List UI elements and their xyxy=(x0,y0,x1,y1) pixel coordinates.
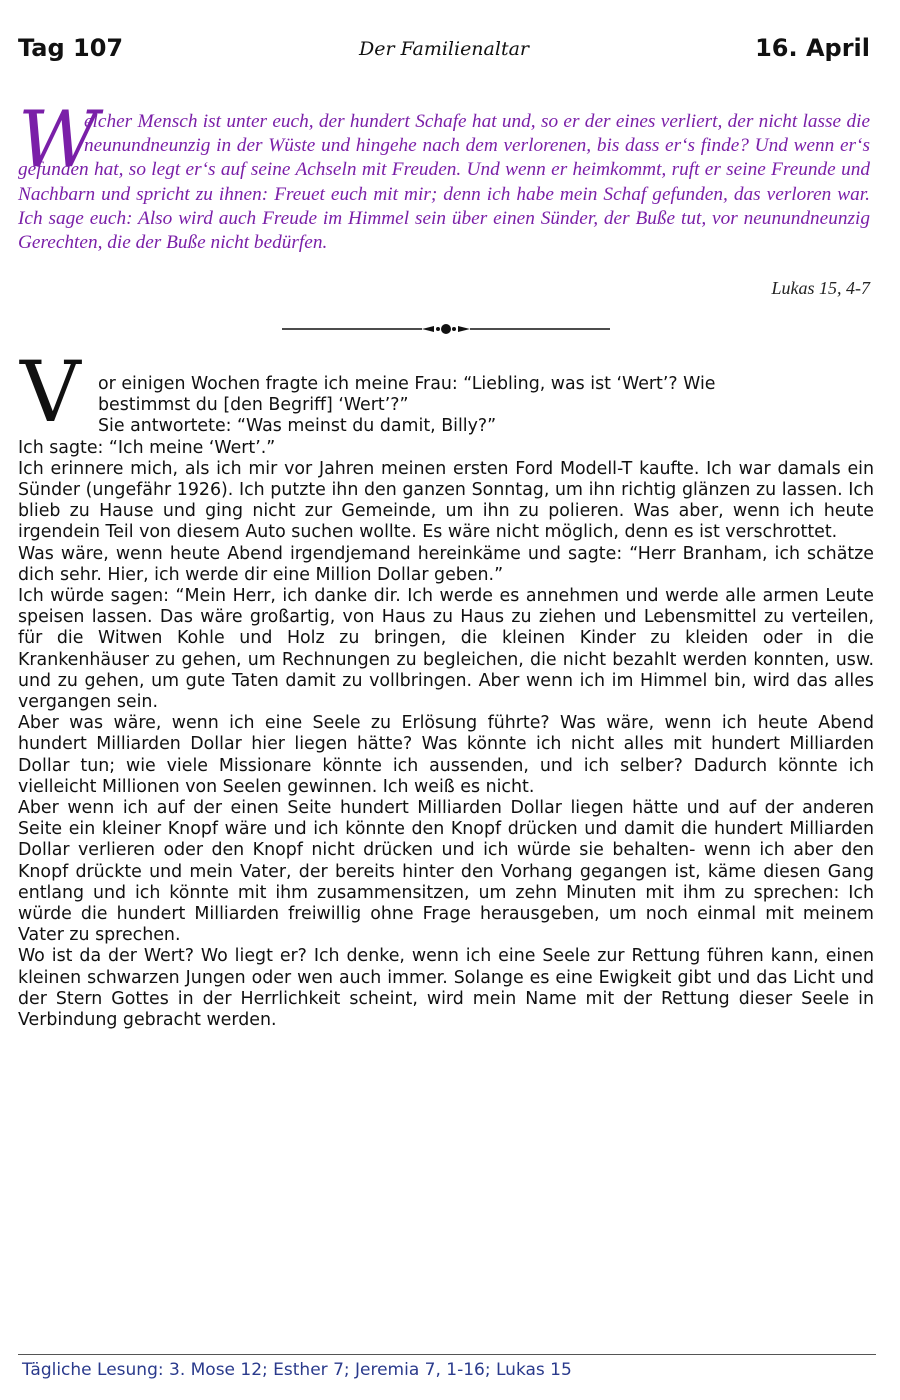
scripture-verse xyxy=(18,95,870,275)
body-line-2: bestimmst du [den Begriff] ‘Wert’?” xyxy=(98,395,409,416)
body-line-3: Sie antwortete: “Was meinst du damit, Billy?” xyxy=(98,416,497,437)
body-paragraph: Aber was wäre, wenn ich eine Seele zu Erlösung führte? Was wäre, wenn ich heute Abend hundert Milliarden Dollar hier liegen hätte? Was könnte ich nicht alles mit hundert Milliarden Dollar tun; wie viele Missionare könnte ich aussenden, und ich selber? Dadurch könnte ich vielleicht Millionen von Seelen gewinnen. Ich weiß es nicht. xyxy=(18,713,874,797)
verse-text: elcher Mensch ist unter euch, der hundert Schafe hat und, so er der eines verliert, der nicht lasse die neunundneunzig in der Wüste und hingehe nach dem verlorenen, bis dass er‘s finde? Und wenn er‘s gefunden hat, so legt er‘s auf seine Achseln mit Freuden. Und wenn er heimkommt, ruft er seine Freunde und Nachbarn und spricht zu ihnen: Freuet euch mit mir; denn ich habe mein Schaf gefunden, das verloren war. Ich sage euch: Also wird auch Freude im Himmel sein über einen Sünder, der Buße tut, vor neunundneunzig Gerechten, die der Buße nicht bedürfen. xyxy=(18,111,870,254)
body-paragraph: Ich sagte: “Ich meine ‘Wert’.” xyxy=(18,437,276,458)
page-header xyxy=(18,32,870,72)
book-title: Der Familienaltar xyxy=(359,38,529,60)
body-line-1: or einigen Wochen fragte ich meine Frau: “Liebling, was ist ‘Wert’? Wie xyxy=(98,374,716,394)
devotional-body xyxy=(18,343,874,1031)
verse-reference: Lukas 15, 4-7 xyxy=(771,278,870,298)
ornament-divider xyxy=(282,321,610,337)
body-paragraph: Aber wenn ich auf der einen Seite hundert Milliarden Dollar liegen hätte und auf der anderen Seite ein kleiner Knopf wäre und ich könnte den Knopf drücken und damit die hundert Milliarden Dollar verlieren oder den Knopf nicht drücken und ich würde sie behalten- wenn ich aber den Knopf drückte und mein Vater, der bereits hinter den Vorhang gegangen ist, käme diesen Gang entlang und ich könnte mit ihm zusammensitzen, um zehn Minuten mit ihm zu sprechen: Ich würde die hundert Milliarden freiwillig ohne Frage herausgeben, um noch einmal mit meinem Vater zu sprechen. xyxy=(18,798,874,946)
body-paragraph: Was wäre, wenn heute Abend irgendjemand hereinkäme und sagte: “Herr Branham, ich schätze dich sehr. Hier, ich werde dir eine Million Dollar geben.” xyxy=(18,543,874,585)
daily-reading: Tägliche Lesung: 3. Mose 12; Esther 7; Jeremia 7, 1-16; Lukas 15 xyxy=(22,1360,572,1380)
body-paragraph: Wo ist da der Wert? Wo liegt er? Ich denke, wenn ich eine Seele zur Rettung führen kann, einen kleinen schwarzen Jungen oder wen auch immer. Solange es eine Ewigkeit gibt und das Licht und der Stern Gottes in der Herrlichkeit scheint, wird mein Name mit der Rettung dieser Seele in Verbindung gebracht werden. xyxy=(18,946,874,1031)
body-paragraph: Ich würde sagen: “Mein Herr, ich danke dir. Ich werde es annehmen und werde alle armen Leute speisen lassen. Das wäre großartig, von Haus zu Haus zu ziehen und Lebensmittel zu verteilen, für die Witwen Kohle und Holz zu bringen, die kleinen Kinder zu kleiden oder in die Krankenhäuser zu gehen, um Rechnungen zu begleichen, die nicht bezahlt werden konnten, usw. und zu gehen, um gute Taten damit zu vollbringen. Aber wenn ich im Himmel bin, wird das alles vergangen sein. xyxy=(18,586,874,713)
body-drop-cap: V xyxy=(20,343,81,441)
verse-drop-cap: W xyxy=(18,95,99,185)
body-paragraph: Ich erinnere mich, als ich mir vor Jahren meinen ersten Ford Modell-T kaufte. Ich war damals ein Sünder (ungefähr 1926). Ich putzte ihn den ganzen Sonntag, um ihn richtig glänzen zu lassen. Ich blieb zu Hause und ging nicht zur Gemeinde, um ihn zu polieren. Was aber, wenn ich heute irgendein Teil von diesem Auto suchen wollte. Es wäre nicht möglich, denn es ist verschrottet. xyxy=(18,458,874,543)
page-date: 16. April xyxy=(755,34,870,62)
footer-divider xyxy=(18,1354,876,1355)
day-number: Tag 107 xyxy=(18,34,124,62)
